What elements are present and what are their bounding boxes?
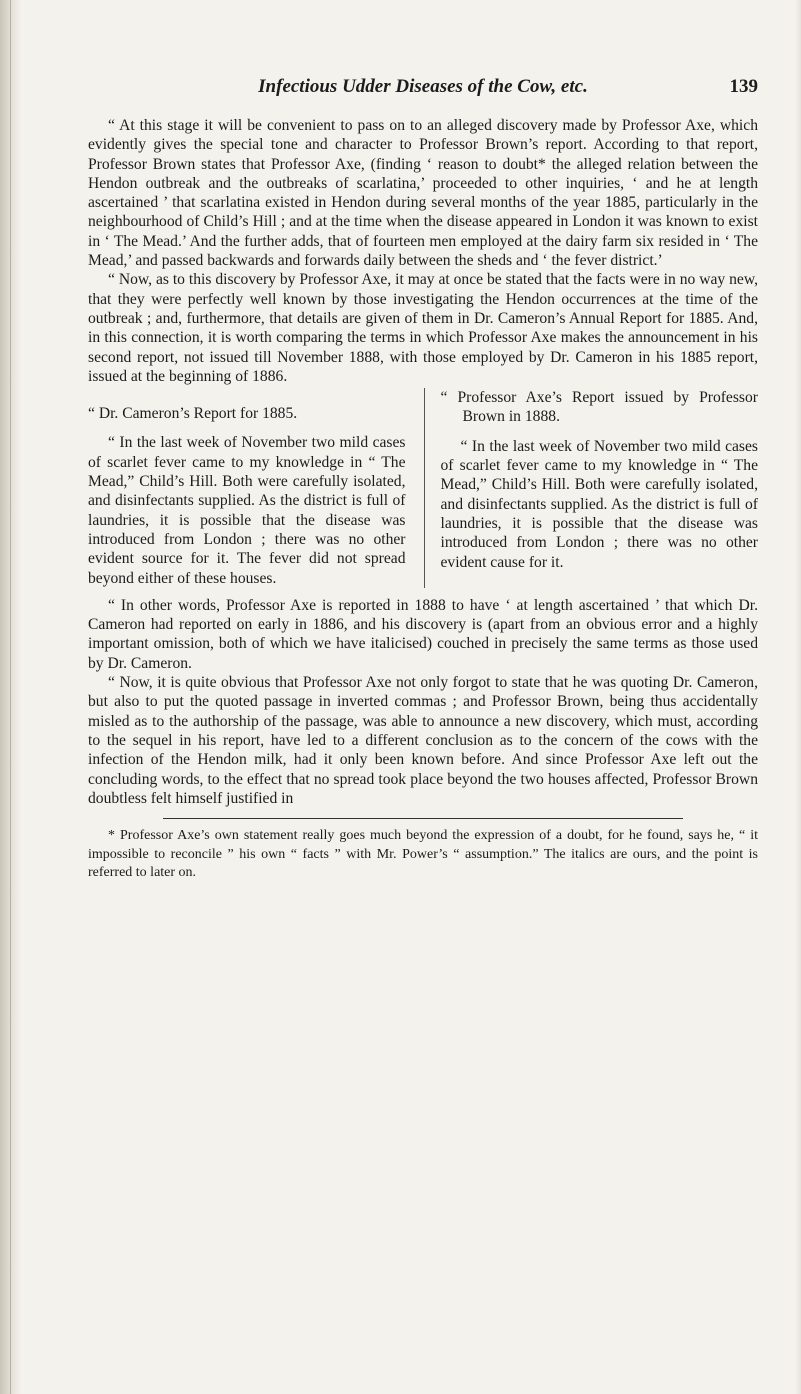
footnote-divider	[163, 818, 683, 819]
footnote-text: * Professor Axe’s own statement really goes much beyond the expression of a doubt, for he found, says he, “ it impossible to reconcile ” his own “ facts ” with Mr. Power’s “ assumption.” The italics are ours, and the point is referred to later on.	[88, 828, 758, 881]
page-number: 139	[729, 76, 758, 97]
left-column-cameron	[88, 388, 425, 588]
left-column-text: “ In the last week of November two mild cases of scarlet fever came to my knowledge in “ The Mead,” Child’s Hill. Both were carefully isolated, and disinfectants supplied. As the district is full of laundries, it is possible that the disease was introduced from London ; there was no other evident source for it. The fever did not spread beyond either of these houses.	[88, 434, 406, 587]
comparison-columns	[88, 388, 758, 588]
right-column-heading: “ Professor Axe’s Report issued by Professor Brown in 1888.	[440, 389, 758, 426]
running-title: Infectious Udder Diseases of the Cow, etc.	[258, 76, 588, 97]
right-column-text: “ In the last week of November two mild cases of scarlet fever came to my knowledge in “ The Mead,” Child’s Hill. Both were carefully isolated, and disinfectants supplied. As the district is full of laundries, it is possible that the disease was introduced from London ; there was no other evident cause for it.	[440, 437, 758, 571]
paragraph: “ Now, as to this discovery by Professor Axe, it may at once be stated that the facts were in no way new, that they were perfectly well known by those investigating the Hendon occurrences at the time of the outbreak ; and, furthermore, that details are given of them in Dr. Cameron’s Annual Report for 1885. And, in this connection, it is worth comparing the terms in which Professor Axe makes the announcement in his second report, not issued till November 1888, with those employed by Dr. Cameron in his 1885 report, issued at the beginning of 1886.	[88, 271, 758, 385]
paragraph: “ In other words, Professor Axe is reported in 1888 to have ‘ at length ascertained ’ that which Dr. Cameron had reported on early in 1886, and his discovery is (apart from an obvious error and a highly important omission, both of which we have italicised) couched in precisely the same terms as those used by Dr. Cameron.	[88, 596, 758, 672]
intro-section	[88, 116, 758, 386]
book-page	[88, 76, 758, 883]
right-column-axe	[425, 388, 759, 588]
conclusion-section	[88, 596, 758, 808]
paragraph: “ At this stage it will be convenient to pass on to an alleged discovery made by Professor Axe, which evidently gives the special tone and character to Professor Brown’s report. According to that report, Professor Brown states that Professor Axe, (finding ‘ reason to doubt* the alleged relation between the Hendon outbreak and the outbreaks of scarlatina,’ proceeded to other inquiries, ‘ and he at length ascertained ’ that scarlatina existed in Hendon during several months of the year 1885, particularly in the neighbourhood of Child’s Hill ; and at the time when the disease appeared in London it was known to exist in ‘ The Mead.’ And the further adds, that of fourteen men employed at the dairy farm six resided in ‘ The Mead,’ and passed backwards and forwards daily between the sheds and ‘ the fever district.’	[88, 117, 758, 270]
left-column-heading: “ Dr. Cameron’s Report for 1885.	[88, 405, 298, 423]
running-header	[88, 76, 758, 106]
footnote-section	[88, 827, 758, 883]
page-edge-shadow	[795, 0, 801, 1394]
book-binding-edge	[0, 0, 22, 1394]
paragraph: “ Now, it is quite obvious that Professor Axe not only forgot to state that he was quoting Dr. Cameron, but also to put the quoted passage in inverted commas ; and Professor Brown, being thus accidentally misled as to the authorship of the passage, was able to announce a new discovery, which must, according to the sequel in his report, have led to a different conclusion as to the concern of the cows with the infection of the Hendon milk, had it only been known before. And since Professor Axe left out the concluding words, to the effect that no spread took place beyond the two houses affected, Professor Brown doubtless felt himself justified in	[88, 674, 758, 807]
